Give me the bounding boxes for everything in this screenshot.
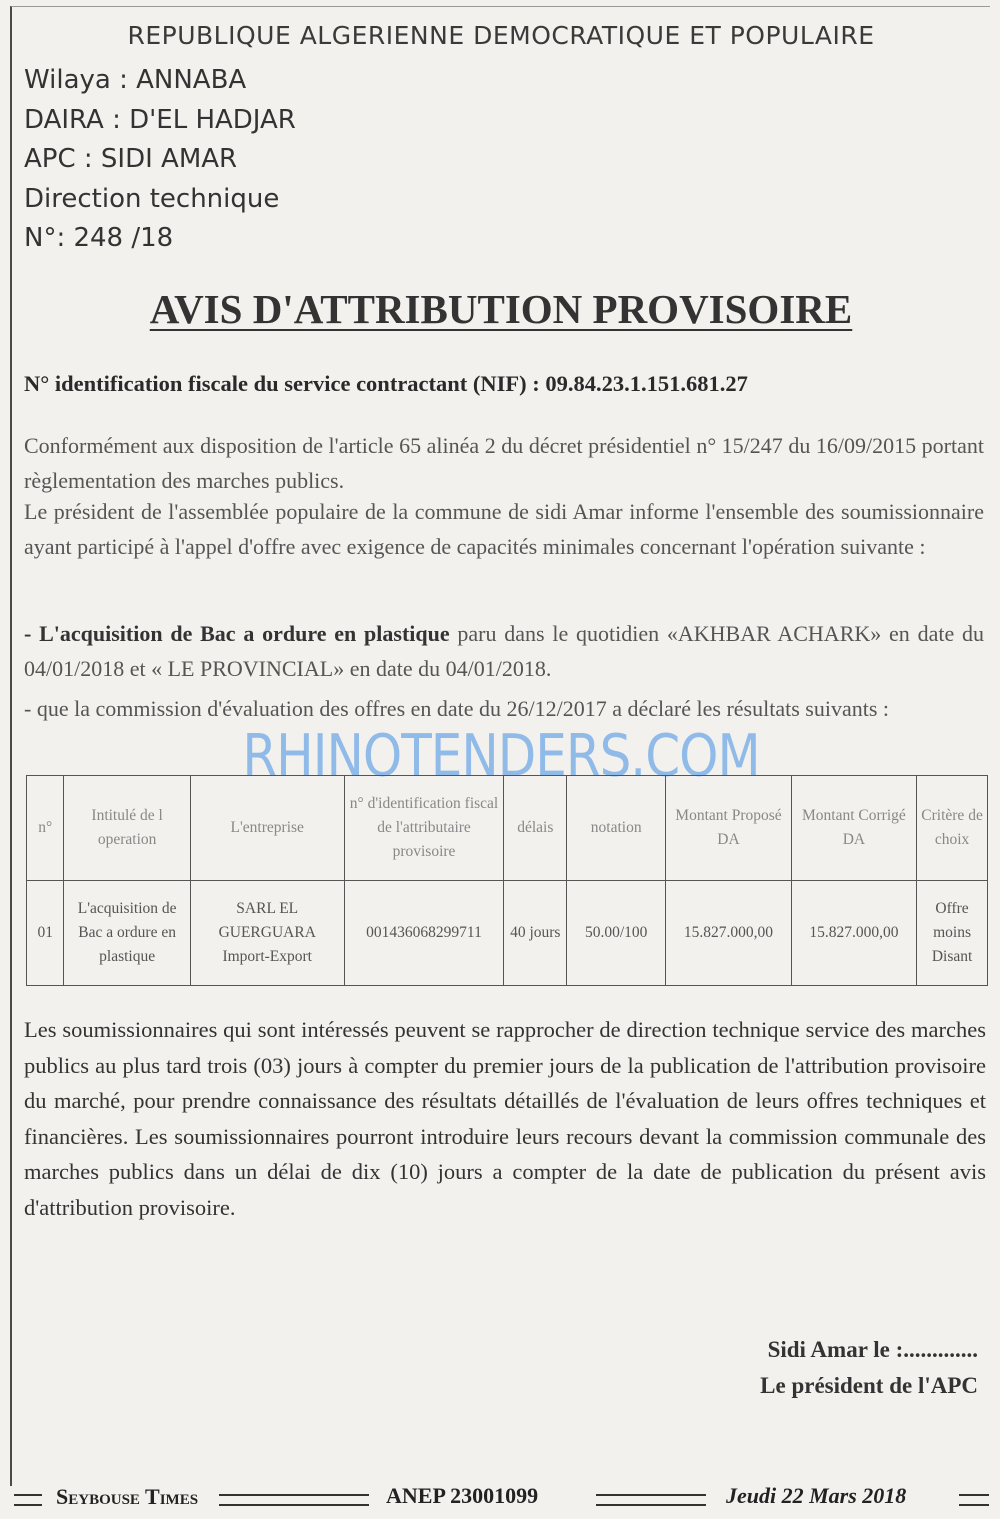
col-header-fiscal-id: n° d'identification fiscal de l'attributaire provisoire [344,776,504,881]
col-header-proposed-amount: Montant Proposé DA [666,776,791,881]
cell-score: 50.00/100 [567,881,666,986]
table-row [27,881,988,986]
cell-company: SARL EL GUERGUARA Import-Export [190,881,344,986]
results-table [26,775,988,986]
cell-criterion: Offre moins Disant [917,881,988,986]
footer-date: Jeudi 22 Mars 2018 [726,1483,907,1508]
footer-rule [596,1494,706,1506]
col-header-delay: délais [504,776,567,881]
cell-corrected-amount: 15.827.000,00 [791,881,916,986]
signature-block [760,1332,978,1404]
footer-rule [219,1494,369,1506]
col-header-corrected-amount: Montant Corrigé DA [791,776,916,881]
table-header-row [27,776,988,881]
footer-rule [14,1494,42,1506]
operation-name: - L'acquisition de Bac a ordure en plastique [24,621,450,646]
paragraph-commission: - que la commission d'évaluation des offres en date du 26/12/2017 a déclaré les résultats suivants : [24,696,890,721]
cell-operation: L'acquisition de Bac a ordure en plastique [64,881,190,986]
paragraph-legal-basis: Conformément aux disposition de l'article 65 alinéa 2 du décret présidentiel n° 15/247 du 16/09/2015 portant règlementation des marches publics. [24,433,984,493]
col-header-criterion: Critère de choix [917,776,988,881]
cell-number: 01 [27,881,64,986]
notice-title: AVIS D'ATTRIBUTION PROVISOIRE [149,286,853,332]
document-page [10,6,990,1486]
issuer-daira: DAIRA : D'EL HADJAR [24,104,296,135]
operation-publication: paru dans le quotidien «AKHBAR ACHARK» en date du 04/01/2018 et « LE PROVINCIAL» en date du 04/01/2018. [24,621,984,681]
col-header-number: n° [27,776,64,881]
cell-fiscal-id: 001436068299711 [344,881,504,986]
cell-delay: 40 jours [504,881,567,986]
footer-anep-number: ANEP 23001099 [386,1483,539,1508]
issuer-number: N°: 248 /18 [24,223,174,253]
footer-newspaper-name: Seybouse Times [56,1484,199,1509]
closing-paragraph: Les soumissionnaires qui sont intéressés peuvent se rapprocher de direction technique service des marches publics au plus tard trois (03) jours à compter du premier jours de la publication de l'attribution provisoire du marché, pour prendre connaissance des résultats détaillés de l'évaluation de leurs offres techniques et financières. Les soumissionnaires pourront introduire leurs recours devant la commission communale des marches publics dans un délai de dix (10) jours a compter de la date de publication du présent avis d'attribution provisoire. [24,1017,986,1220]
issuer-wilaya: Wilaya : ANNABA [24,65,247,95]
col-header-operation: Intitulé de l operation [64,776,190,881]
signature-role: Le président de l'APC [760,1373,978,1398]
watermark: RHINOTENDERS.COM [242,722,760,790]
issuer-apc: APC : SIDI AMAR [24,144,238,174]
paragraph-president-informs: Le président de l'assemblée populaire de la commune de sidi Amar informe l'ensemble des soumissionnaire ayant participé à l'appel d'offre avec exigence de capacités minimales concernant l'opération suivante : [24,499,984,559]
paragraph-operation [24,616,984,686]
cell-proposed-amount: 15.827.000,00 [666,881,791,986]
col-header-score: notation [567,776,666,881]
signature-place: Sidi Amar le :............. [767,1337,978,1362]
newspaper-footer [14,1483,992,1513]
col-header-company: L'entreprise [190,776,344,881]
issuer-direction: Direction technique [24,183,280,214]
republic-heading: REPUBLIQUE ALGERIENNE DEMOCRATIQUE ET POPULAIRE [127,21,875,50]
issuer-block [24,61,296,259]
nif-line: N° identification fiscale du service contractant (NIF) : 09.84.23.1.151.681.27 [24,371,748,396]
footer-rule [959,1494,989,1506]
